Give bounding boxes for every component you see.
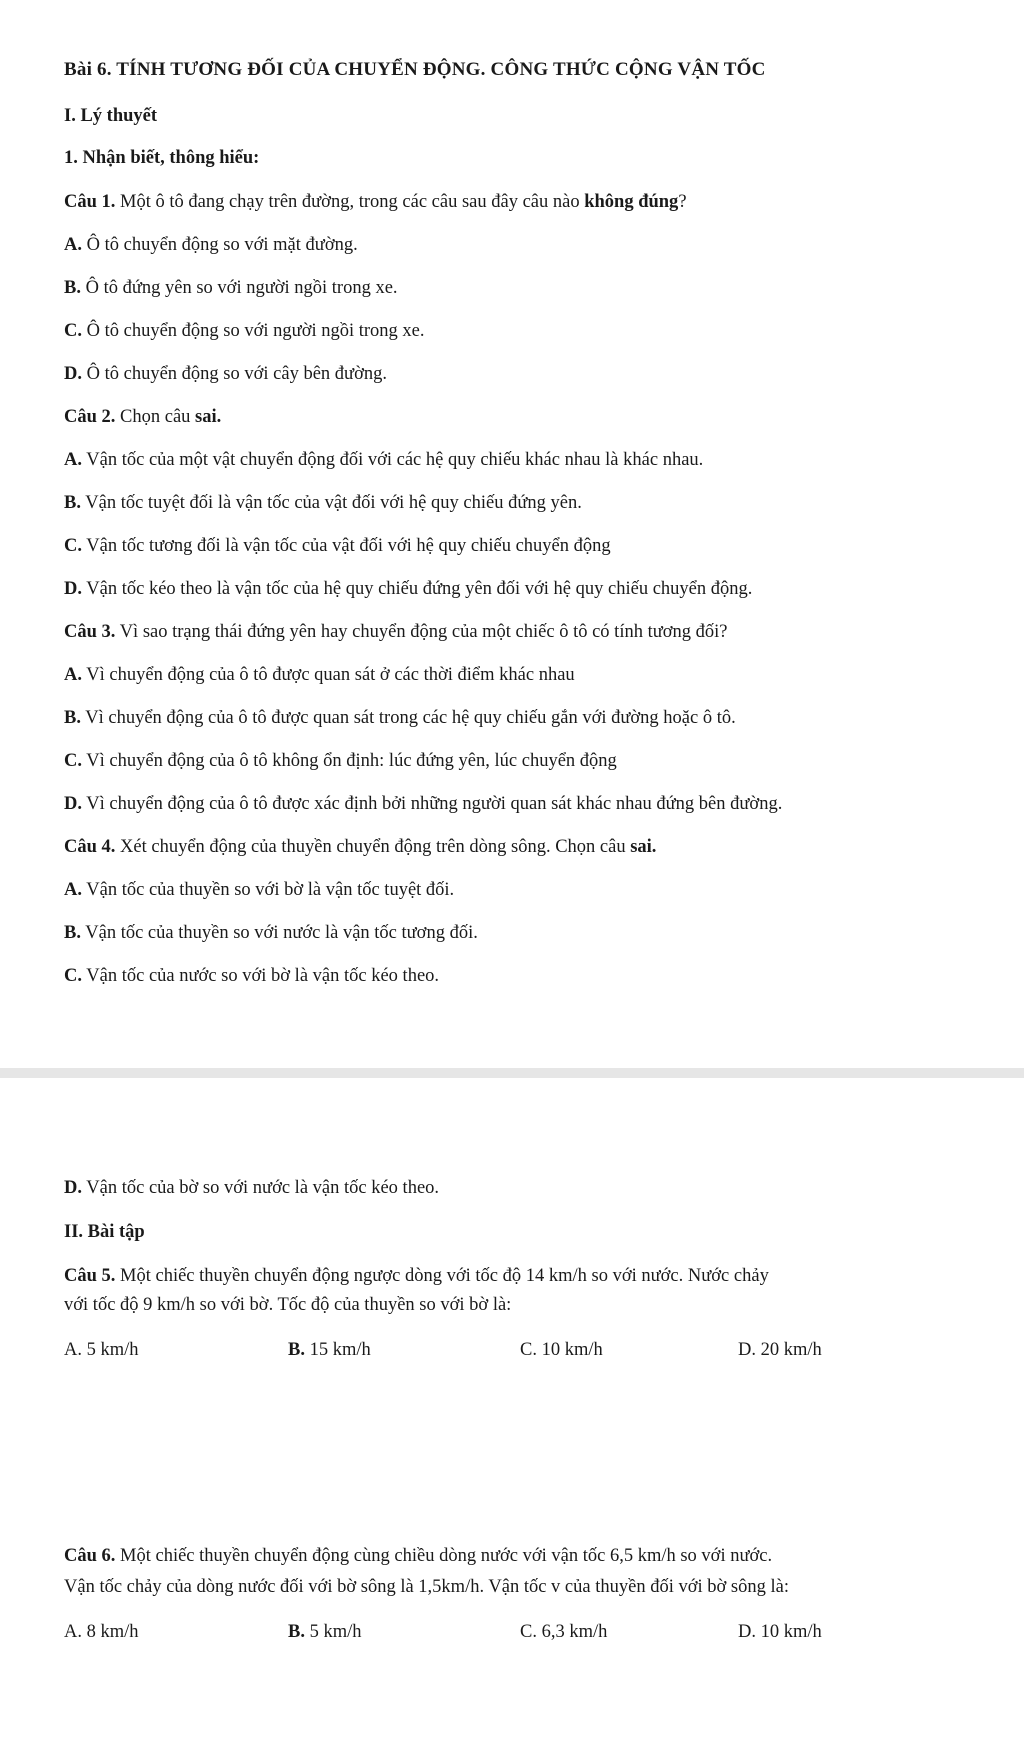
question-3 <box>64 620 728 644</box>
option-text: 8 km/h <box>82 1622 139 1642</box>
question-5 <box>64 1264 769 1288</box>
option-text: 20 km/h <box>756 1340 822 1360</box>
q1-option-b <box>64 276 398 300</box>
option-text: Ô tô chuyển động so với mặt đường. <box>82 235 358 255</box>
option-letter: B. <box>64 493 81 513</box>
option-text: Vận tốc của một vật chuyển động đối với các hệ quy chiếu khác nhau là khác nhau. <box>82 450 704 470</box>
option-letter: D. <box>64 794 82 814</box>
option-text: 10 km/h <box>756 1622 822 1642</box>
option-letter: B. <box>288 1340 305 1360</box>
question-6 <box>64 1544 772 1568</box>
q3-option-c <box>64 749 617 773</box>
lesson-title: Bài 6. TÍNH TƯƠNG ĐỐI CỦA CHUYỂN ĐỘNG. CÔNG THỨC CỘNG VẬN TỐC <box>64 59 766 80</box>
q6-option-d <box>738 1620 822 1644</box>
option-text: Ô tô chuyển động so với cây bên đường. <box>82 364 387 384</box>
q6-option-c <box>520 1620 607 1644</box>
option-letter: C. <box>64 536 82 556</box>
option-text: 5 km/h <box>304 1622 362 1642</box>
question-emphasis: sai. <box>195 407 222 427</box>
question-label: Câu 6. <box>64 1546 116 1566</box>
question-text: Vì sao trạng thái đứng yên hay chuyển động của một chiếc ô tô có tính tương đối? <box>115 622 728 642</box>
option-letter: C. <box>64 321 82 341</box>
q6-option-a <box>64 1620 139 1644</box>
option-letter: C. <box>520 1340 537 1360</box>
option-letter: B. <box>64 278 81 298</box>
question-2 <box>64 405 221 429</box>
option-letter: D. <box>738 1622 756 1642</box>
question-text: Chọn câu <box>115 407 196 427</box>
q5-option-a <box>64 1338 139 1362</box>
q3-option-a <box>64 663 575 687</box>
option-text: 15 km/h <box>304 1340 371 1360</box>
option-letter: B. <box>64 708 81 728</box>
subsection-heading: 1. Nhận biết, thông hiểu: <box>64 148 260 168</box>
option-letter: D. <box>64 364 82 384</box>
q3-option-b <box>64 706 736 730</box>
option-letter: A. <box>64 450 82 470</box>
option-text: 10 km/h <box>536 1340 603 1360</box>
option-letter: A. <box>64 880 82 900</box>
option-letter: D. <box>64 1178 82 1198</box>
option-letter: B. <box>288 1622 305 1642</box>
option-letter: B. <box>64 923 81 943</box>
page-break-divider <box>0 1068 1024 1078</box>
question-text: Một chiếc thuyền chuyển động cùng chiều dòng nước với vận tốc 6,5 km/h so với nước. <box>115 1546 773 1566</box>
q6-option-b <box>288 1620 362 1644</box>
q2-option-a <box>64 448 703 472</box>
question-label: Câu 4. <box>64 837 116 857</box>
question-4 <box>64 835 656 859</box>
option-letter: C. <box>520 1622 537 1642</box>
question-label: Câu 5. <box>64 1266 116 1286</box>
option-text: Vận tốc tương đối là vận tốc của vật đối với hệ quy chiếu chuyển động <box>82 536 611 556</box>
option-text: Vì chuyển động của ô tô được xác định bởi những người quan sát khác nhau đứng bên đường. <box>82 794 783 814</box>
question-label: Câu 1. <box>64 192 116 212</box>
q1-option-c <box>64 319 425 343</box>
option-letter: A. <box>64 235 82 255</box>
option-text: Vận tốc của nước so với bờ là vận tốc kéo theo. <box>82 966 440 986</box>
option-letter: D. <box>738 1340 756 1360</box>
q2-option-b <box>64 491 582 515</box>
question-label: Câu 2. <box>64 407 116 427</box>
option-letter: A. <box>64 665 82 685</box>
section-exercises-heading: II. Bài tập <box>64 1222 145 1242</box>
option-text: Vì chuyển động của ô tô được quan sát trong các hệ quy chiếu gắn với đường hoặc ô tô. <box>80 708 736 728</box>
q5-option-d <box>738 1338 822 1362</box>
option-text: Ô tô đứng yên so với người ngồi trong xe. <box>80 278 398 298</box>
q5-option-b <box>288 1338 371 1362</box>
question-1 <box>64 190 687 214</box>
option-text: Vận tốc tuyệt đối là vận tốc của vật đối với hệ quy chiếu đứng yên. <box>80 493 582 513</box>
q4-option-d <box>64 1176 439 1200</box>
q4-option-c <box>64 964 439 988</box>
option-text: Vận tốc của thuyền so với nước là vận tốc tương đối. <box>80 923 478 943</box>
q3-option-d <box>64 792 782 816</box>
question-tail: ? <box>678 192 687 212</box>
question-6-continued: Vận tốc chảy của dòng nước đối với bờ sông là 1,5km/h. Vận tốc v của thuyền đối với bờ sông là: <box>64 1577 789 1597</box>
question-5-continued: với tốc độ 9 km/h so với bờ. Tốc độ của thuyền so với bờ là: <box>64 1295 512 1315</box>
q2-option-c <box>64 534 611 558</box>
option-letter: A. <box>64 1622 82 1642</box>
option-text: Vận tốc của bờ so với nước là vận tốc kéo theo. <box>82 1178 440 1198</box>
question-emphasis: sai. <box>630 837 657 857</box>
option-text: Vận tốc kéo theo là vận tốc của hệ quy chiếu đứng yên đối với hệ quy chiếu chuyển động. <box>82 579 753 599</box>
option-text: 5 km/h <box>82 1340 139 1360</box>
q4-option-b <box>64 921 478 945</box>
q4-option-a <box>64 878 454 902</box>
question-text: Xét chuyển động của thuyền chuyển động trên dòng sông. Chọn câu <box>115 837 631 857</box>
option-letter: C. <box>64 966 82 986</box>
section-theory-heading: I. Lý thuyết <box>64 106 158 126</box>
option-text: Vì chuyển động của ô tô không ổn định: lúc đứng yên, lúc chuyển động <box>82 751 617 771</box>
option-letter: D. <box>64 579 82 599</box>
option-letter: C. <box>64 751 82 771</box>
question-text: Một ô tô đang chạy trên đường, trong các câu sau đây câu nào <box>115 192 585 212</box>
question-text: Một chiếc thuyền chuyển động ngược dòng với tốc độ 14 km/h so với nước. Nước chảy <box>115 1266 769 1286</box>
question-emphasis: không đúng <box>584 192 679 212</box>
q2-option-d <box>64 577 752 601</box>
question-label: Câu 3. <box>64 622 116 642</box>
q1-option-a <box>64 233 358 257</box>
option-text: Vì chuyển động của ô tô được quan sát ở các thời điểm khác nhau <box>82 665 575 685</box>
option-letter: A. <box>64 1340 82 1360</box>
option-text: Vận tốc của thuyền so với bờ là vận tốc tuyệt đối. <box>82 880 455 900</box>
option-text: 6,3 km/h <box>536 1622 608 1642</box>
q1-option-d <box>64 362 387 386</box>
q5-option-c <box>520 1338 603 1362</box>
option-text: Ô tô chuyển động so với người ngồi trong xe. <box>82 321 425 341</box>
